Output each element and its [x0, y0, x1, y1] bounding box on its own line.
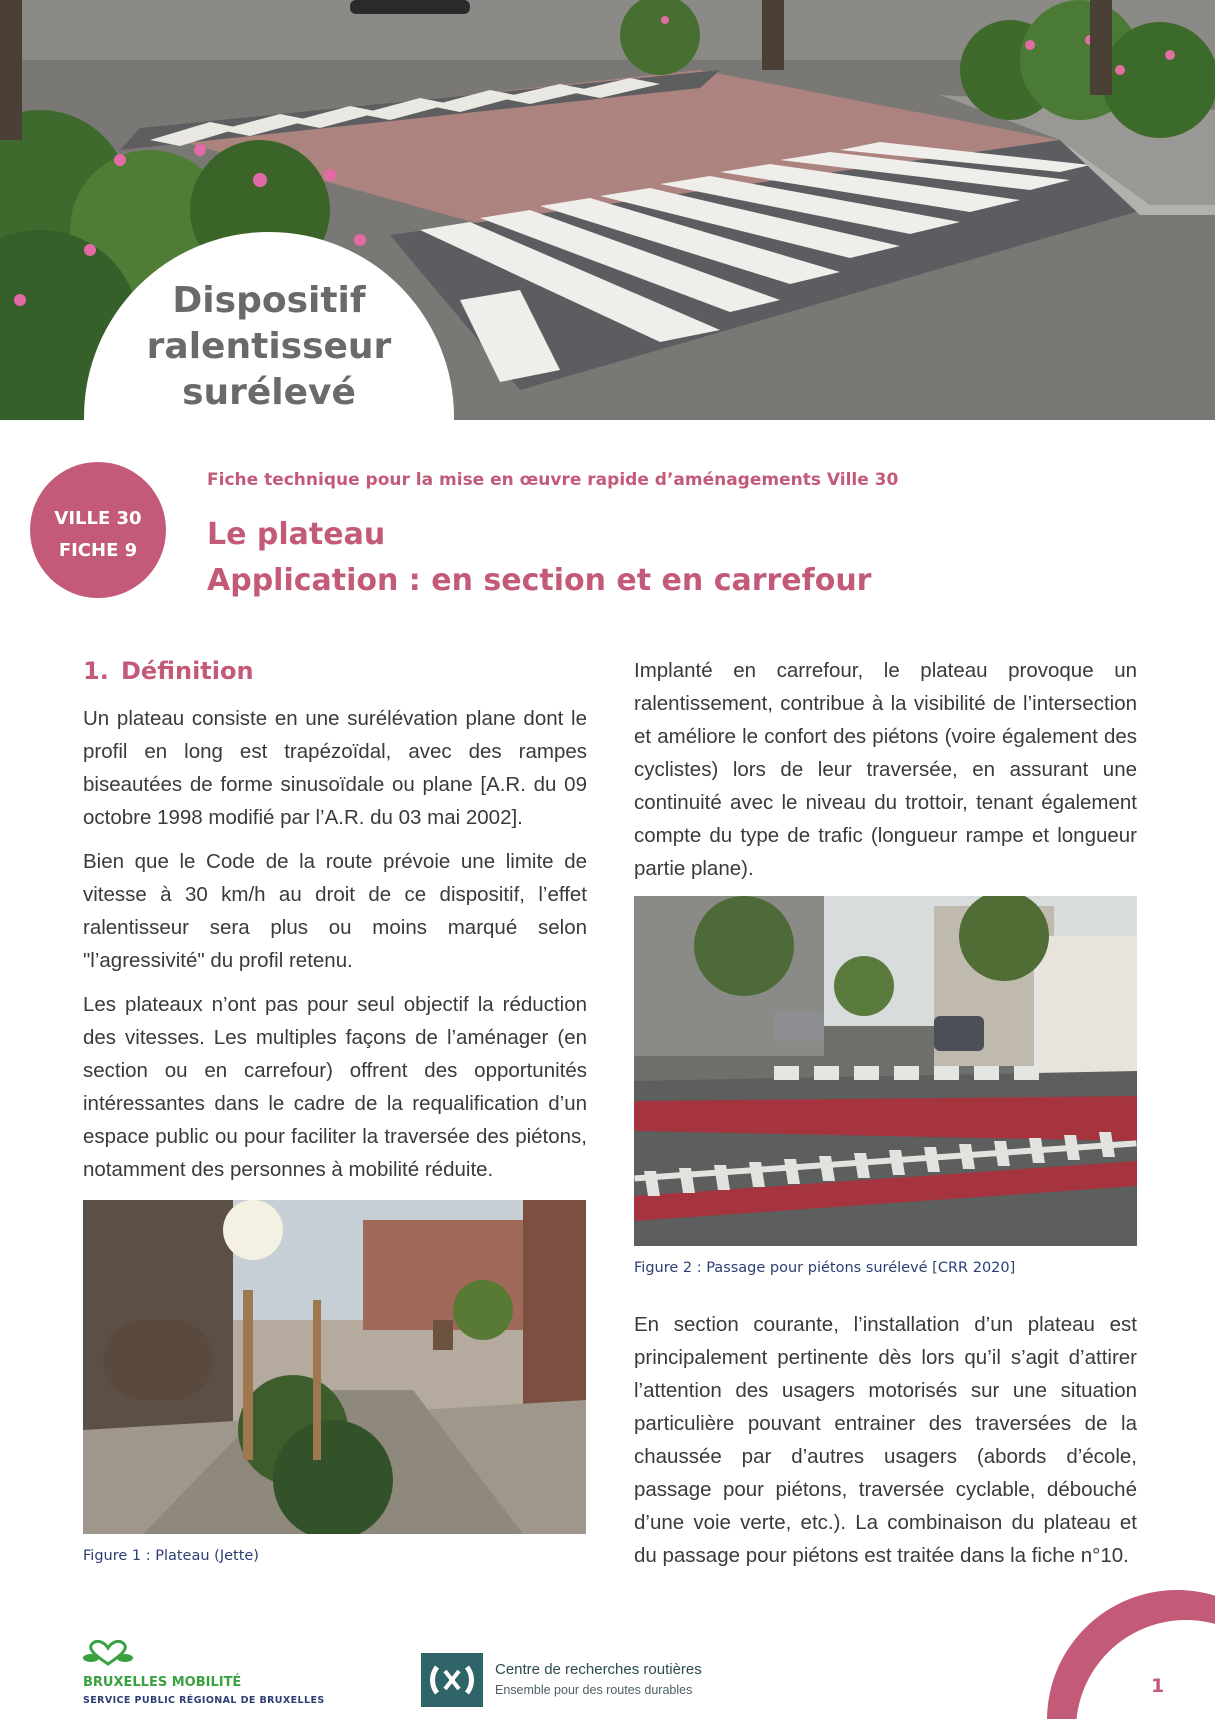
- bm-title: BRUXELLES MOBILITÉ: [83, 1675, 242, 1690]
- page-number: 1: [1151, 1675, 1165, 1697]
- left-column: [83, 654, 587, 1564]
- figure-1-photo: [83, 1200, 586, 1534]
- hero-title: [84, 278, 454, 416]
- figure-1-caption: Figure 1 : Plateau (Jette): [83, 1548, 259, 1564]
- badge-line2: FICHE 9: [58, 540, 138, 561]
- badge-line1: VILLE 30: [54, 508, 142, 529]
- paragraph: Un plateau consiste en une surélévation plane dont le profil en long est trapézoïdal, avec des rampes biseautées de forme sinusoïdale ou plane [A.R. du 09 octobre 1998 modifié par l’A.R. du 03 mai 2002].: [83, 707, 587, 829]
- crr-tagline: Ensemble pour des routes durables: [495, 1683, 693, 1697]
- title-line1: Le plateau: [207, 517, 386, 552]
- raised-crossing-illustration: [634, 896, 1137, 1246]
- section-number: 1.: [83, 657, 109, 685]
- document-subtitle: Fiche technique pour la mise en œuvre rapide d’aménagements Ville 30: [207, 470, 899, 490]
- hero-title-line: ralentisseur: [146, 326, 392, 367]
- title-line2: Application : en section et en carrefour: [207, 563, 872, 598]
- hero-title-line: surélevé: [182, 372, 356, 413]
- right-column: [634, 654, 1137, 1583]
- paragraph: Les plateaux n’ont pas pour seul objectif la réduction des vitesses. Les multiples façons de l’aménager (en section ou en carrefour) offrent des opportunités intéressantes dans le cadre de la requalification d’un espace public ou pour faciliter la traversée des piétons, notamment des personnes à mobilité réduite.: [83, 993, 587, 1181]
- crr-emblem-icon: [421, 1653, 483, 1707]
- crr-logo: [421, 1653, 941, 1707]
- figure-2-photo: [634, 896, 1137, 1246]
- section-heading: [83, 654, 587, 688]
- paragraph: Implanté en carrefour, le plateau provoque un ralentissement, contribue à la visibilité de l’intersection et améliore le confort des piétons (voire également des cyclistes) lors de leur traversée, en assurant une continuité avec le niveau du trottoir, tenant également compte du type de trafic (longueur rampe et longueur partie plane).: [634, 659, 1137, 880]
- plateau-jette-illustration: [83, 1200, 586, 1534]
- section-title: Définition: [121, 657, 254, 685]
- figure-2-caption: Figure 2 : Passage pour piétons surélevé [CRR 2020]: [634, 1260, 1016, 1276]
- bm-leaf-icon: [83, 1640, 133, 1666]
- document-title: [207, 512, 871, 604]
- paragraph: Bien que le Code de la route prévoie une limite de vitesse à 30 km/h au droit de ce dispositif, l’effet ralentisseur sera plus ou moins marqué selon "l’agressivité" du profil retenu.: [83, 850, 587, 972]
- paragraph: En section courante, l’installation d’un plateau est principalement pertinente dès lors qu’il s’agit d’attirer l’attention des usagers motorisés sur une situation particulière pouvant entrainer des traversées de la chaussée par d’autres usagers (abords d’école, passage pour piétons, traversée cyclable, débouché d’une voie verte, etc.). La combinaison du plateau et du passage pour piétons est traitée dans la fiche n°10.: [634, 1313, 1137, 1567]
- bruxelles-mobilite-logo: [83, 1640, 325, 1706]
- crr-name: Centre de recherches routières: [495, 1661, 702, 1678]
- hero-title-line: Dispositif: [172, 280, 366, 321]
- bm-subtitle: SERVICE PUBLIC RÉGIONAL DE BRUXELLES: [83, 1695, 325, 1706]
- fiche-badge: [30, 462, 166, 598]
